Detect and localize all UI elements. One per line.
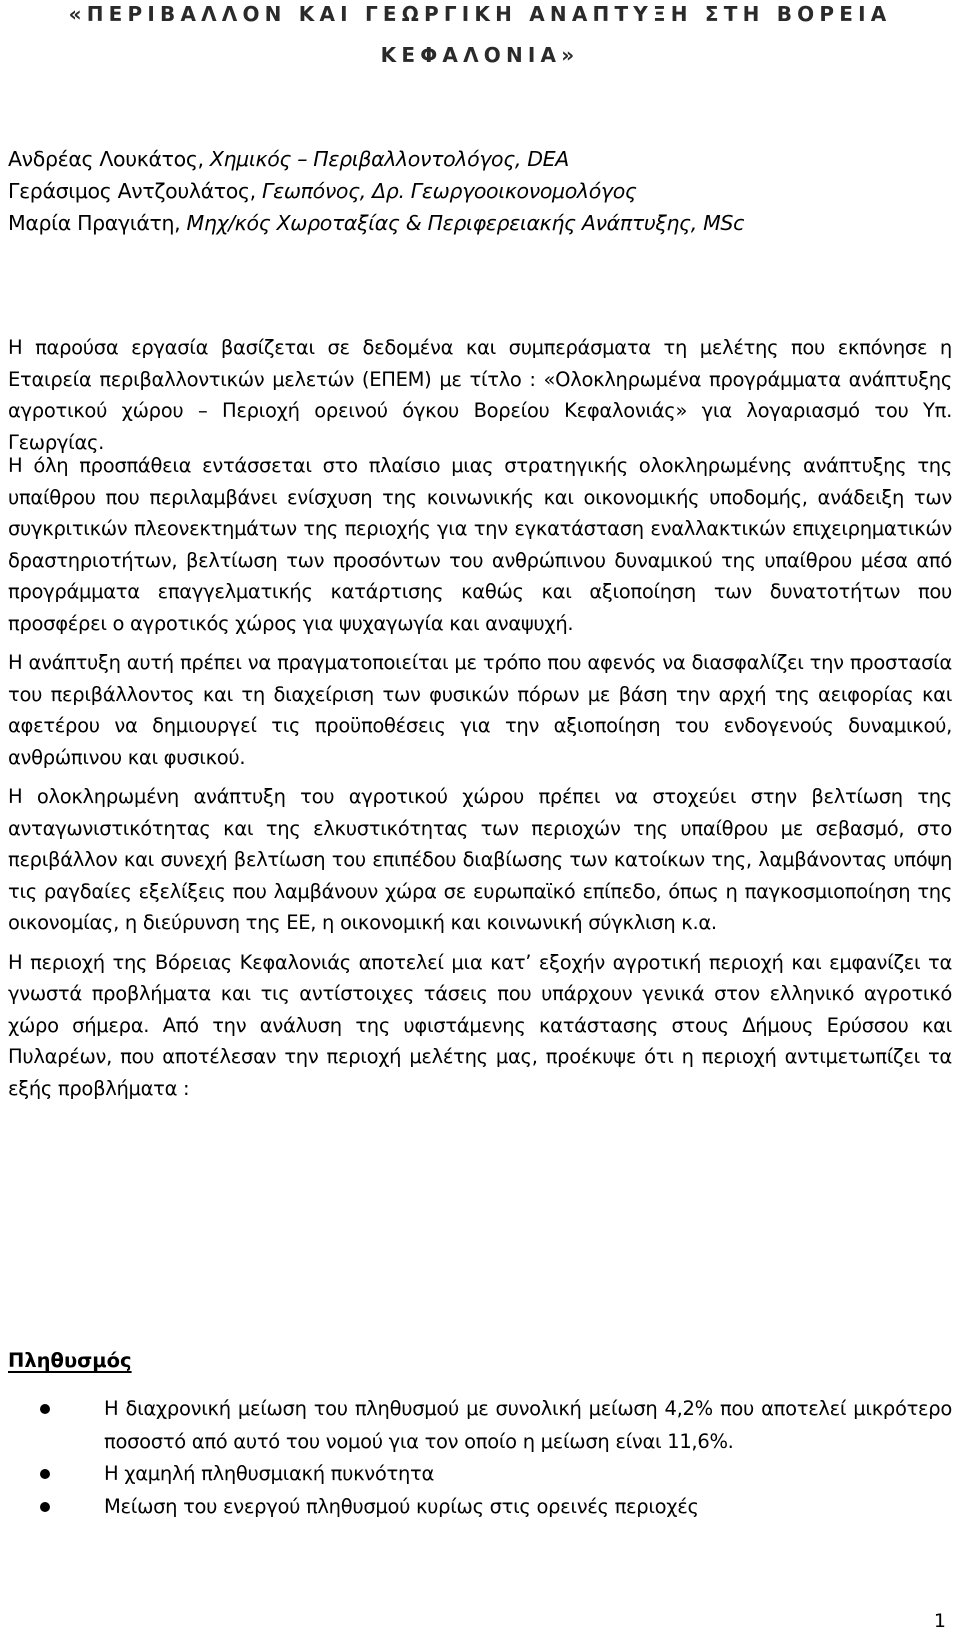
author-list — [8, 143, 744, 239]
body-section — [8, 450, 952, 1112]
body-paragraph: Η περιοχή της Βόρειας Κεφαλονιάς αποτελεί μια κατ’ εξοχήν αγροτική περιοχή και εμφανίζει τα γνωστά προβλήματα και τις αντίστοιχες τάσεις που υπάρχουν γενικά στον ελληνικό αγροτικό χώρο σήμερα. Από την ανάλυση της υφιστάμενης κατάστασης στους Δήμους Ερύσσου και Πυλαρέων, που αποτέλεσαν την περιοχή μελέτης μας, προέκυψε ότι η περιοχή αντιμετωπίζει τα εξής προβλήματα : — [8, 950, 952, 1100]
body-paragraph: Η όλη προσπάθεια εντάσσεται στο πλαίσιο μιας στρατηγικής ολοκληρωμένης ανάπτυξης της υπαίθρου που περιλαμβάνει ενίσχυση της κοινωνικής και οικονομικής υποδομής, ανάδειξη των συγκριτικών πλεονεκτημάτων της περιοχής για την εγκατάσταση εναλλακτικών επιχειρηματικών δραστηριοτήτων, βελτίωση των προσόντων του ανθρώπινου δυναμικού της υπαίθρου μέσα από προγράμματα επαγγελματικής κατάρτισης καθώς και αξιοποίηση των δυνατοτήτων που προσφέρει ο αγροτικός χώρος για ψυχαγωγία και αναψυχή. — [8, 454, 952, 635]
intro-paragraph: Η παρούσα εργασία βασίζεται σε δεδομένα και συμπεράσματα τη μελέτης που εκπόνησε η Εταιρεία περιβαλλοντικών μελετών (ΕΠΕΜ) με τίτλο : «Ολοκληρωμένα προγράμματα ανάπτυξης αγροτικού χώρου – Περιοχή ορεινού όγκου Βορείου Κεφαλονιάς» για λογαριασμό του Υπ. Γεωργίας. — [8, 336, 952, 454]
list-item-text: Η διαχρονική μείωση του πληθυσμού με συνολική μείωση 4,2% που αποτελεί μικρότερο ποσοστό από αυτό του νομού για τον οποίο η μείωση είναι 11,6%. — [104, 1397, 952, 1453]
list-item — [40, 1458, 952, 1491]
body-paragraph: Η ανάπτυξη αυτή πρέπει να πραγματοποιείται με τρόπο που αφενός να διασφαλίζει την προστασία του περιβάλλοντος και τη διαχείριση των φυσικών πόρων με βάση την αρχή της αειφορίας και αφετέρου να δημιουργεί τις προϋποθέσεις για την αξιοποίηση του ενδογενούς δυναμικού, ανθρώπινου και φυσικού. — [8, 651, 952, 769]
bullet-icon — [40, 1502, 50, 1512]
list-item-text: Η χαμηλή πληθυσμιακή πυκνότητα — [104, 1462, 434, 1485]
body-paragraph: Η ολοκληρωμένη ανάπτυξη του αγροτικού χώρου πρέπει να στοχεύει στην βελτίωση της ανταγωνιστικότητας και της ελκυστικότητας των περιοχών της υπαίθρου με σεβασμό, στο περιβάλλον και συνεχή βελτίωση του επιπέδου διαβίωσης των κατοίκων της, λαμβάνοντας υπόψη τις ραγδαίες εξελίξεις που λαμβάνουν χώρα σε ευρωπαϊκό επίπεδο, όπως η παγκοσμιοποίηση της οικονομίας, η διεύρυνση της ΕΕ, η οικονομική και κοινωνική σύγκλιση κ.α. — [8, 785, 952, 934]
author-name: Μαρία Πραγιάτη, — [8, 211, 187, 235]
author-line — [8, 143, 744, 175]
bullet-icon — [40, 1469, 50, 1479]
list-item — [40, 1393, 952, 1458]
author-name: Ανδρέας Λουκάτος, — [8, 147, 210, 171]
list-item — [40, 1491, 952, 1524]
author-line — [8, 175, 744, 207]
intro-section — [8, 332, 952, 466]
page-number: 1 — [933, 1610, 946, 1632]
author-title: Μηχ/κός Χωροταξίας & Περιφερειακής Ανάπτυξης, MSc — [186, 211, 744, 235]
population-bullet-list — [40, 1393, 952, 1523]
list-item-text: Μείωση του ενεργού πληθυσμού κυρίως στις ορεινές περιοχές — [104, 1494, 699, 1518]
document-title-line-2: ΚΕΦΑΛΟΝΙΑ» — [380, 43, 580, 67]
author-title: Γεωπόνος, Δρ. Γεωργοοικονομολόγος — [262, 179, 637, 203]
author-line — [8, 207, 744, 239]
author-title: Χημικός – Περιβαλλοντολόγος, DEA — [209, 147, 569, 171]
document-title-line-1: «ΠΕΡΙΒΑΛΛΟΝ ΚΑΙ ΓΕΩΡΓΙΚΗ ΑΝΑΠΤΥΞΗ ΣΤΗ ΒΟΡΕΙΑ — [68, 2, 892, 26]
bullet-icon — [40, 1404, 50, 1414]
section-heading-population: Πληθυσμός — [8, 1349, 132, 1372]
author-name: Γεράσιμος Αντζουλάτος, — [8, 179, 263, 203]
